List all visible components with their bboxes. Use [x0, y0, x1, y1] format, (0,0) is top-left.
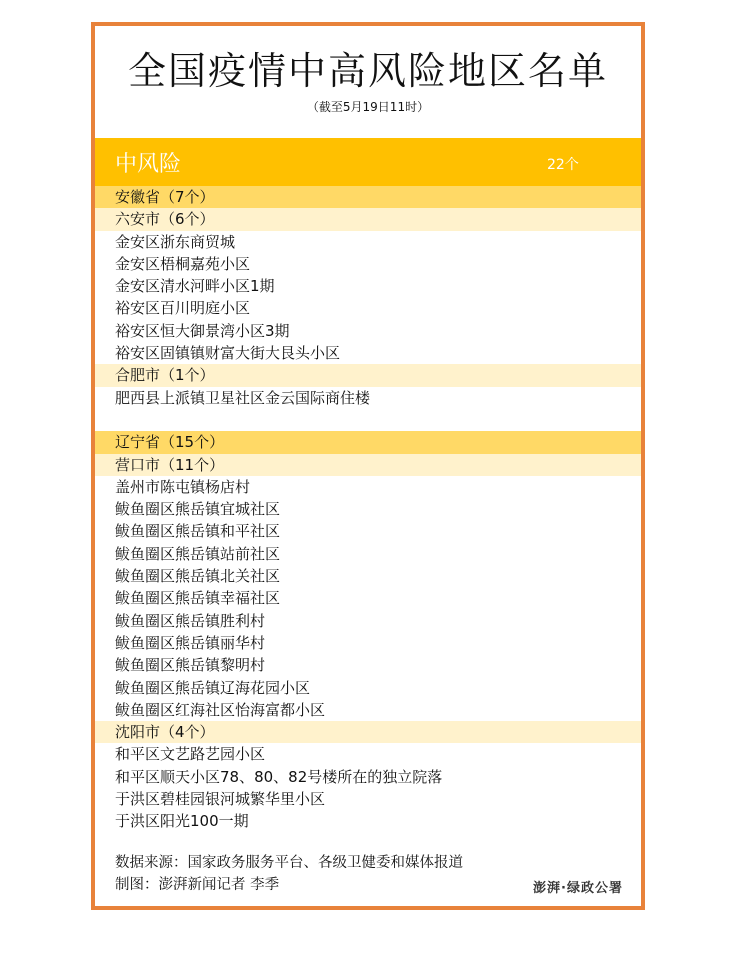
page-title: 全国疫情中高风险地区名单: [127, 49, 608, 93]
list-item: 裕安区百川明庭小区: [95, 297, 641, 319]
city-row-luan: 六安市（6个）: [95, 208, 641, 230]
risk-count: 22个: [547, 157, 579, 173]
list-item: 裕安区固镇镇财富大街大艮头小区: [95, 342, 641, 364]
list-item: 于洪区碧桂园银河城繁华里小区: [95, 788, 641, 810]
page-subtitle: （截至5月19日11时）: [306, 100, 430, 114]
list-item: 肥西县上派镇卫星社区金云国际商住楼: [95, 387, 641, 409]
list-item: 和平区顺天小区78、80、82号楼所在的独立院落: [95, 766, 641, 788]
list-item: 裕安区恒大御景湾小区3期: [95, 320, 641, 342]
province-row-anhui: 安徽省（7个）: [95, 186, 641, 208]
list-item: 盖州市陈屯镇杨店村: [95, 476, 641, 498]
city-row-hefei: 合肥市（1个）: [95, 364, 641, 386]
credit-note: 制图：澎湃新闻记者 李季: [115, 877, 280, 893]
spacer: [95, 409, 641, 431]
list-item: 鲅鱼圈区熊岳镇站前社区: [95, 543, 641, 565]
list-item: 鲅鱼圈区熊岳镇辽海花园小区: [95, 677, 641, 699]
list-item: 鲅鱼圈区红海社区怡海富都小区: [95, 699, 641, 721]
list-item: 鲅鱼圈区熊岳镇幸福社区: [95, 587, 641, 609]
list-item: 鲅鱼圈区熊岳镇胜利村: [95, 610, 641, 632]
risk-level-label: 中风险: [115, 152, 182, 177]
list-item: 鲅鱼圈区熊岳镇黎明村: [95, 654, 641, 676]
list-item: 鲅鱼圈区熊岳镇和平社区: [95, 520, 641, 542]
city-row-yingkou: 营口市（11个）: [95, 454, 641, 476]
list-item: 金安区梧桐嘉苑小区: [95, 253, 641, 275]
publisher-logo: 澎湃·绿政公署: [533, 881, 623, 896]
risk-list-card: [91, 22, 645, 910]
list-item: 鲅鱼圈区熊岳镇北关社区: [95, 565, 641, 587]
area-list: [95, 186, 641, 833]
list-item: 金安区清水河畔小区1期: [95, 275, 641, 297]
footer: [115, 852, 463, 896]
medium-risk-header: [95, 138, 641, 186]
list-item: 金安区浙东商贸城: [95, 231, 641, 253]
list-item: 和平区文艺路艺园小区: [95, 743, 641, 765]
city-row-shenyang: 沈阳市（4个）: [95, 721, 641, 743]
data-source-note: 数据来源：国家政务服务平台、各级卫健委和媒体报道: [115, 855, 463, 871]
province-row-liaoning: 辽宁省（15个）: [95, 431, 641, 453]
list-item: 鲅鱼圈区熊岳镇宜城社区: [95, 498, 641, 520]
list-item: 于洪区阳光100一期: [95, 810, 641, 832]
list-item: 鲅鱼圈区熊岳镇丽华村: [95, 632, 641, 654]
